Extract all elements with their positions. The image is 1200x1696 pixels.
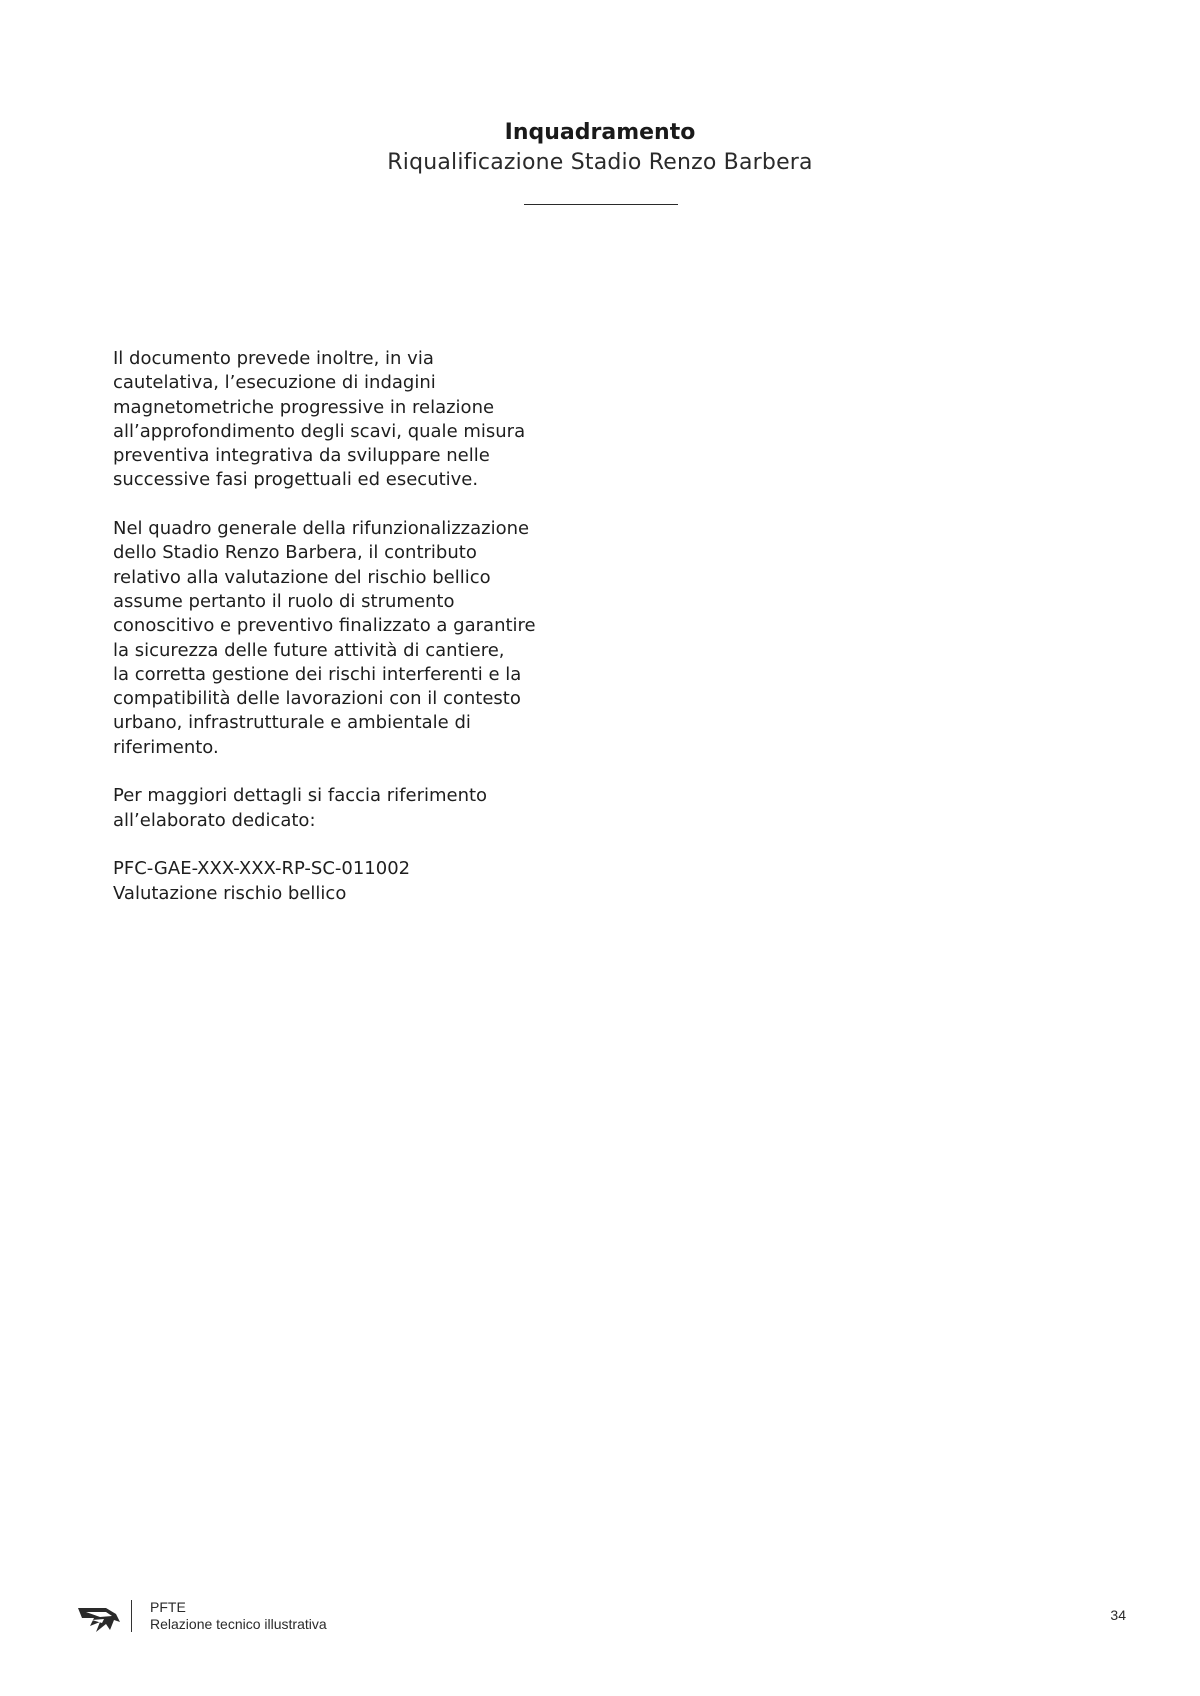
- paragraph: Il documento prevede inoltre, in via cautelativa, l’esecuzione di indagini magnetometriche progressive in relazione all’approfondimento degli scavi, quale misura preventiva integrativa da sviluppare nelle successive fasi progettuali ed esecutive.: [113, 348, 526, 491]
- body-text: [113, 347, 613, 930]
- page-footer: [76, 1598, 1126, 1638]
- eagle-logo-icon: [76, 1600, 122, 1634]
- footer-divider: [131, 1600, 132, 1632]
- paragraph: Per maggiori dettagli si faccia riferimento all’elaborato dedicato:: [113, 785, 488, 831]
- page-title: Inquadramento: [504, 120, 696, 145]
- page-subtitle: Riqualificazione Stadio Renzo Barbera: [387, 150, 813, 175]
- footer-doc-code: PFTE: [150, 1599, 186, 1615]
- page-header: [0, 118, 1200, 178]
- header-divider: [524, 204, 678, 205]
- document-reference: PFC-GAE-XXX-XXX-RP-SC-011002 Valutazione rischio bellico: [113, 858, 411, 904]
- footer-doc-name: Relazione tecnico illustrativa: [150, 1616, 327, 1632]
- page-number: 34: [1110, 1607, 1126, 1623]
- paragraph: Nel quadro generale della rifunzionalizzazione dello Stadio Renzo Barbera, il contributo relativo alla valutazione del rischio bellico assume pertanto il ruolo di strumento conoscitivo e preventivo finalizzato a garantire la sicurezza delle future attività di cantiere, la corretta gestione dei rischi interferenti e la compatibilità delle lavorazioni con il contesto urbano, infrastrutturale e ambientale di riferimento.: [113, 518, 536, 758]
